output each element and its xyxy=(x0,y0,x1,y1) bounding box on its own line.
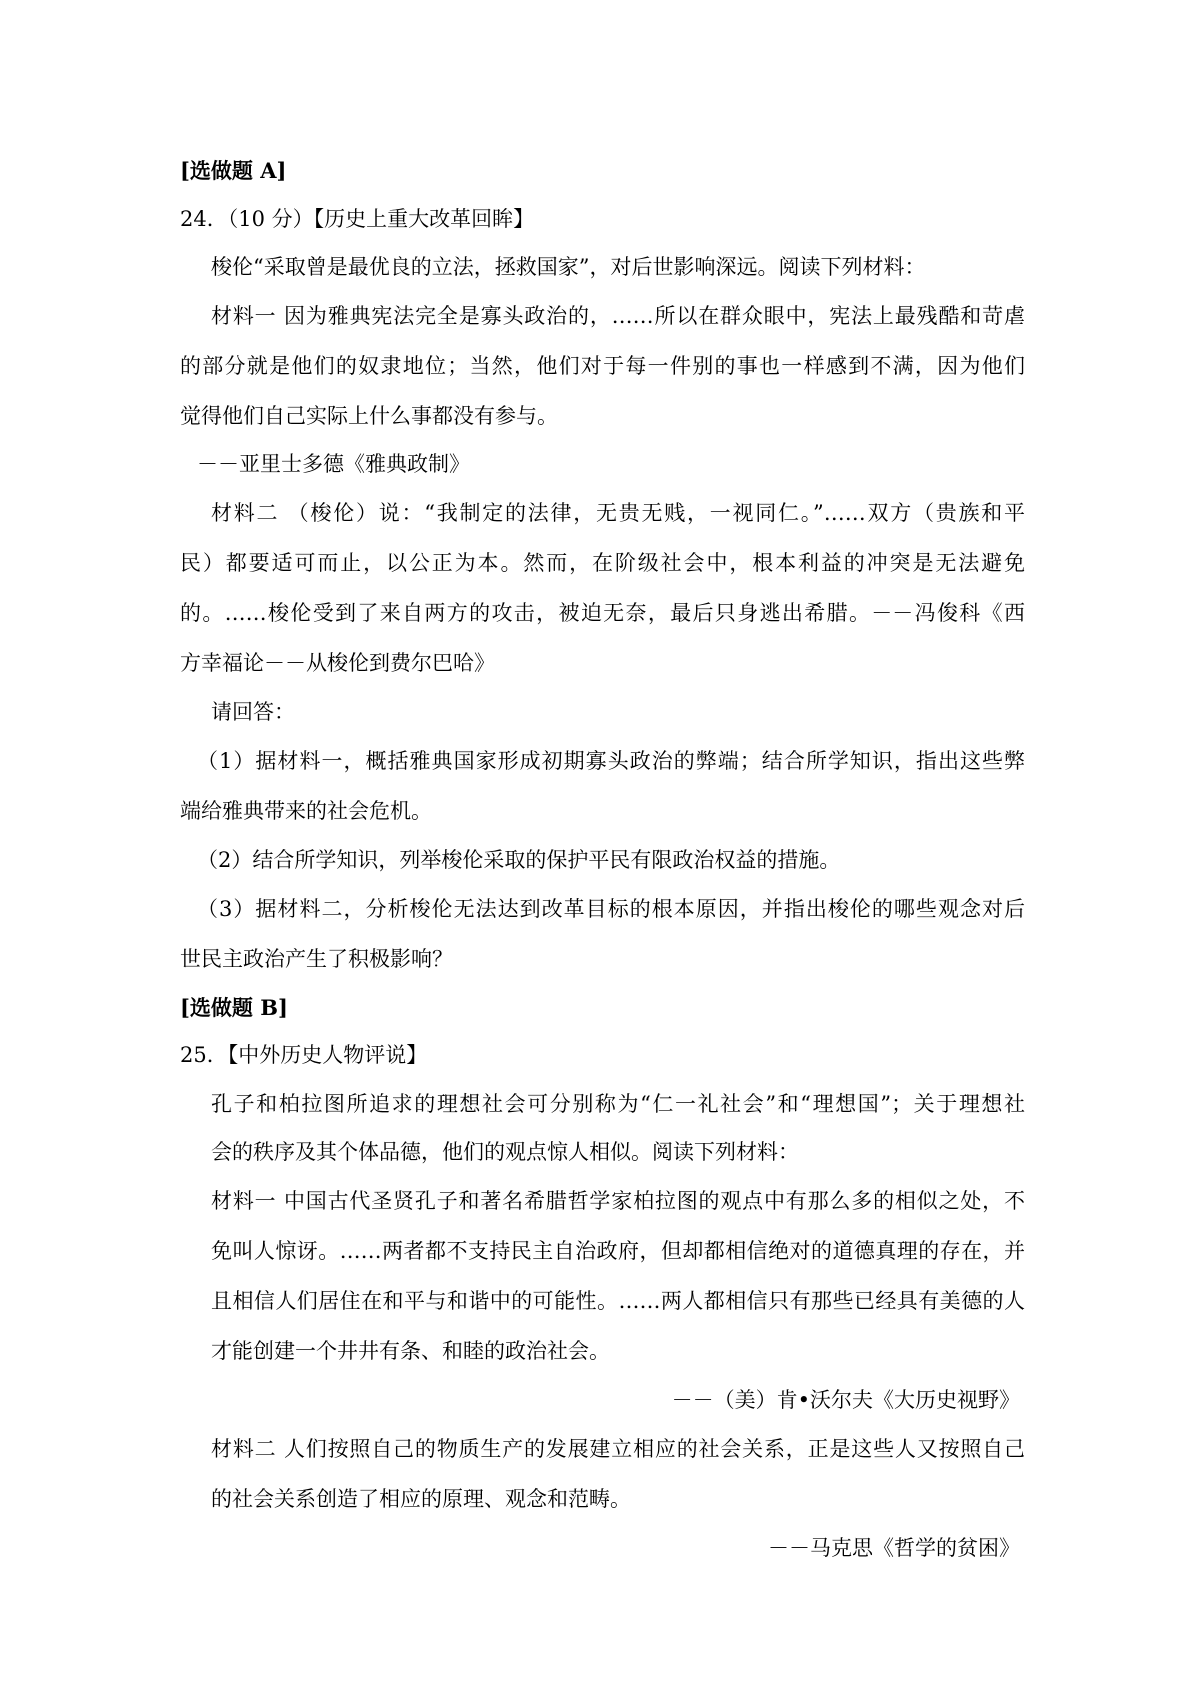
q25-material1-line1: 材料一 中国古代圣贤孔子和著名希腊哲学家柏拉图的观点中有那么多的相似之处，不 xyxy=(211,1189,1025,1213)
q24-subquestion2: （2）结合所学知识，列举梭伦采取的保护平民有限政治权益的措施。 xyxy=(197,848,841,872)
q25-intro-line2: 会的秩序及其个体品德，他们的观点惊人相似。阅读下列材料： xyxy=(211,1140,799,1164)
q25-material2-line2: 的社会关系创造了相应的原理、观念和范畴。 xyxy=(211,1487,631,1511)
q24-subquestion3-line2: 世民主政治产生了积极影响？ xyxy=(180,947,453,971)
q24-subquestion3-line1: （3）据材料二，分析梭伦无法达到改革目标的根本原因，并指出梭伦的哪些观念对后 xyxy=(197,897,1025,921)
q24-material2-line4: 方幸福论－－从梭伦到费尔巴哈》 xyxy=(180,651,495,675)
q24-material1-line1: 材料一 因为雅典宪法完全是寡头政治的，……所以在群众眼中，宪法上最残酷和苛虐 xyxy=(211,304,1025,328)
q25-intro-line1: 孔子和柏拉图所追求的理想社会可分别称为“仁一礼社会”和“理想国”；关于理想社 xyxy=(211,1092,1025,1116)
q24-material1-line3: 觉得他们自己实际上什么事都没有参与。 xyxy=(180,404,558,428)
q25-material2-source: －－马克思《哲学的贫困》 xyxy=(768,1536,1020,1560)
q24-subquestion1-line1: （1）据材料一，概括雅典国家形成初期寡头政治的弊端；结合所学知识，指出这些弊 xyxy=(197,749,1025,773)
q24-material1-line2: 的部分就是他们的奴隶地位；当然，他们对于每一件别的事也一样感到不满，因为他们 xyxy=(180,354,1025,378)
q24-material2-line1: 材料二 （梭伦）说：“我制定的法律，无贵无贱，一视同仁。”……双方（贵族和平 xyxy=(211,501,1025,525)
q25-material1-line4: 才能创建一个井井有条、和睦的政治社会。 xyxy=(211,1339,610,1363)
optional-a-heading: [选做题 A] xyxy=(180,158,287,183)
optional-b-heading: [选做题 B] xyxy=(180,995,288,1020)
q24-intro: 梭伦“采取曾是最优良的立法，拯救国家”，对后世影响深远。阅读下列材料： xyxy=(211,255,926,279)
q25-material1-line3: 且相信人们居住在和平与和谐中的可能性。……两人都相信只有那些已经具有美德的人 xyxy=(211,1289,1025,1313)
q24-material2-line3: 的。……梭伦受到了来自两方的攻击，被迫无奈，最后只身逃出希腊。－－冯俊科《西 xyxy=(180,601,1025,625)
question-25-header: 25．【中外历史人物评说】 xyxy=(180,1043,428,1067)
q24-ask: 请回答： xyxy=(211,700,295,724)
q25-material1-source: －－（美）肯•沃尔夫《大历史视野》 xyxy=(671,1388,1020,1412)
q24-material1-source: －－亚里士多德《雅典政制》 xyxy=(197,452,470,476)
q25-material2-line1: 材料二 人们按照自己的物质生产的发展建立相应的社会关系，正是这些人又按照自己 xyxy=(211,1437,1025,1461)
question-24-header: 24．（10 分）【历史上重大改革回眸】 xyxy=(180,207,535,231)
q24-material2-line2: 民）都要适可而止，以公正为本。然而，在阶级社会中，根本利益的冲突是无法避免 xyxy=(180,551,1025,575)
q24-subquestion1-line2: 端给雅典带来的社会危机。 xyxy=(180,799,432,823)
q25-material1-line2: 免叫人惊讶。……两者都不支持民主自治政府，但却都相信绝对的道德真理的存在，并 xyxy=(211,1239,1025,1263)
